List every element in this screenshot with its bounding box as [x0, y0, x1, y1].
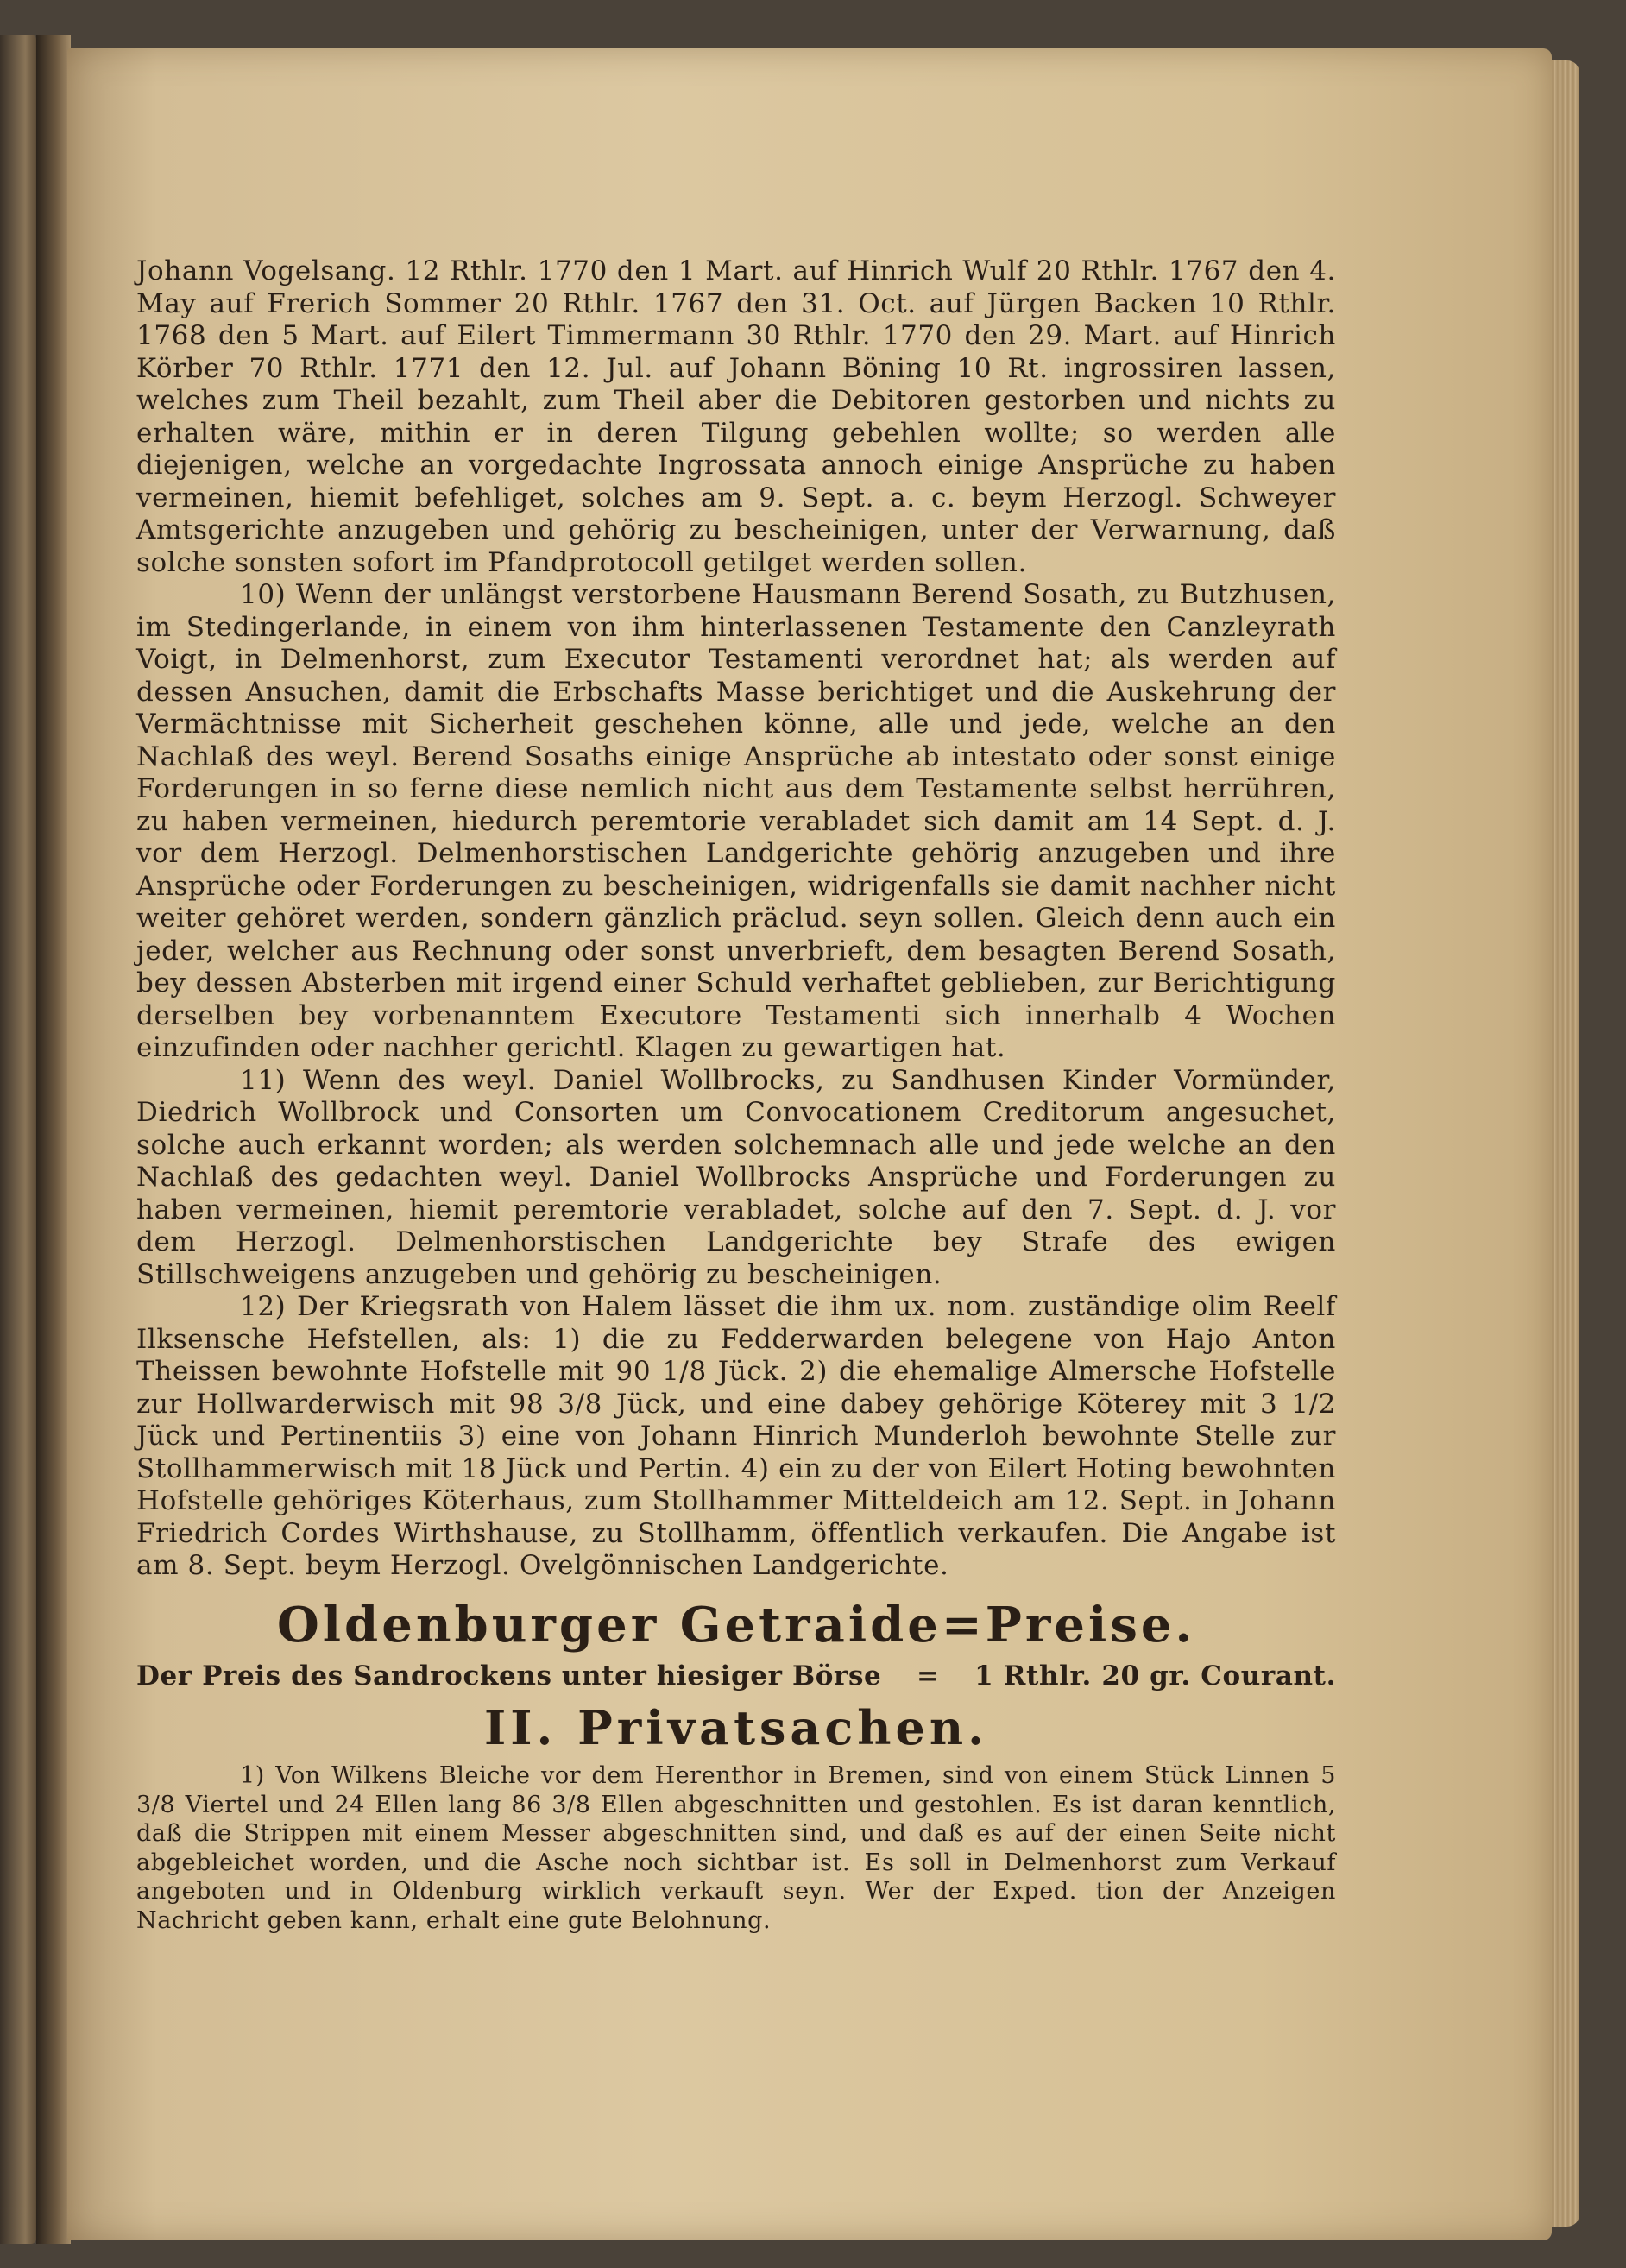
document-page	[67, 48, 1552, 2240]
paragraph-9-continuation: Johann Vogelsang. 12 Rthlr. 1770 den 1 Mart. auf Hinrich Wulf 20 Rthlr. 1767 den 4. May auf Frerich Sommer 20 Rthlr. 1767 den 31. Oct. auf Jürgen Backen 10 Rthlr. 1768 den 5 Mart. auf Eilert Timmermann 30 Rthlr. 1770 den 29. Mart. auf Hinrich Körber 70 Rthlr. 1771 den 12. Jul. auf Johann Böning 10 Rt. ingrossiren lassen, welches zum Theil bezahlt, zum Theil aber die Debitoren gestorben und nichts zu erhalten wäre, mithin er in deren Tilgung gebehlen wollte; so werden alle diejenigen, welche an vorgedachte Ingrossata annoch einige Ansprüche zu haben vermeinen, hiemit befehliget, solches am 9. Sept. a. c. beym Herzogl. Schweyer Amtsgerichte anzugeben und gehörig zu bescheinigen, unter der Verwarnung, daß solche sonsten sofort im Pfandprotocoll getilget werden sollen.	[136, 255, 1336, 578]
price-separator: =	[916, 1660, 940, 1692]
left-page-edge	[0, 35, 36, 2244]
price-value: 1 Rthlr. 20 gr. Courant.	[974, 1660, 1336, 1692]
private-notice-1: 1) Von Wilkens Bleiche vor dem Herenthor in Bremen, sind von einem Stück Linnen 5 3/8 Viertel und 24 Ellen lang 86 3/8 Ellen abgeschnitten und gestohlen. Es ist daran kenntlich, daß die Strippen mit einem Messer abgeschnitten sind, und daß es auf der einen Seite nicht abgebleichet worden, und die Asche noch sichtbar ist. Es soll in Delmenhorst zum Verkauf angeboten und in Oldenburg wirklich verkauft seyn. Wer der Exped. tion der Anzeigen Nachricht geben kann, erhalt eine gute Belohnung.	[136, 1762, 1336, 1934]
grain-price-line	[136, 1660, 1336, 1693]
paragraph-10: 10) Wenn der unlängst verstorbene Hausmann Berend Sosath, zu Butzhusen, im Stedingerlande, in einem von ihm hinterlassenen Testamente den Canzleyrath Voigt, in Delmenhorst, zum Executor Testamenti verordnet hat; als werden auf dessen Ansuchen, damit die Erbschafts Masse berichtiget und die Auskehrung der Vermächtnisse mit Sicherheit geschehen könne, alle und jede, welche an den Nachlaß des weyl. Berend Sosaths einige Ansprüche ab intestato oder sonst einige Forderungen in so ferne diese nemlich nicht aus dem Testamente selbst herrühren, zu haben vermeinen, hiedurch peremtorie verabladet sich damit am 14 Sept. d. J. vor dem Herzogl. Delmenhorstischen Landgerichte gehörig anzugeben und ihre Ansprüche oder Forderungen zu bescheinigen, widrigenfalls sie damit nachher nicht weiter gehöret werden, sondern gänzlich präclud. seyn sollen. Gleich denn auch ein jeder, welcher aus Rechnung oder sonst unverbrieft, dem besagten Berend Sosath, bey dessen Absterben mit irgend einer Schuld verhaftet geblieben, zur Berichtigung derselben bey vorbenanntem Executore Testamenti sich innerhalb 4 Wochen einzufinden oder nachher gerichtl. Klagen zu gewartigen hat.	[136, 579, 1336, 1063]
page-text	[136, 255, 1336, 1935]
heading-grain-prices: Oldenburger Getraide=Preise.	[277, 1596, 1195, 1654]
book-gutter	[36, 35, 71, 2244]
paragraph-12: 12) Der Kriegsrath von Halem lässet die ihm ux. nom. zuständige olim Reelf Ilksensche Hefstellen, als: 1) die zu Fedderwarden belegene von Hajo Anton Theissen bewohnte Hofstelle mit 90 1/8 Jück. 2) die ehemalige Almersche Hofstelle zur Hollwarderwisch mit 98 3/8 Jück, und eine dabey gehörige Köterey mit 3 1/2 Jück und Pertinentiis 3) eine von Johann Hinrich Munderloh bewohnte Stelle zur Stollhammerwisch mit 18 Jück und Pertin. 4) ein zu der von Eilert Hoting bewohnten Hofstelle gehöriges Köterhaus, zum Stollhammer Mitteldeich am 12. Sept. in Johann Friedrich Cordes Wirthshause, zu Stollhamm, öffentlich verkaufen. Die Angabe ist am 8. Sept. beym Herzogl. Ovelgönnischen Landgerichte.	[136, 1291, 1336, 1581]
paragraph-11: 11) Wenn des weyl. Daniel Wollbrocks, zu Sandhusen Kinder Vormünder, Diedrich Wollbrock und Consorten um Convocationem Creditorum angesuchet, solche auch erkannt worden; als werden solchemnach alle und jede welche an den Nachlaß des gedachten weyl. Daniel Wollbrocks Ansprüche und Forderungen zu haben vermeinen, hiemit peremtorie verabladet, solche auf den 7. Sept. d. J. vor dem Herzogl. Delmenhorstischen Landgerichte bey Strafe des ewigen Stillschweigens anzugeben und gehörig zu bescheinigen.	[136, 1064, 1336, 1290]
heading-private-matters: II. Privatsachen.	[484, 1700, 988, 1755]
price-label: Der Preis des Sandrockens unter hiesiger Börse	[136, 1660, 882, 1692]
